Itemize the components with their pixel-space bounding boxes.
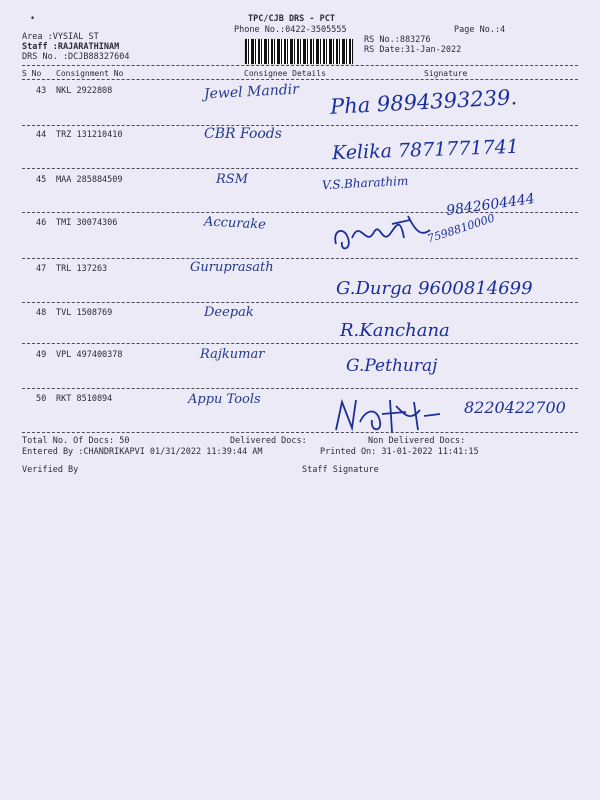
row-divider [22, 258, 578, 259]
col-signature: Signature [424, 69, 468, 78]
row-45-consignee: RSM [216, 172, 249, 187]
row-47-consignee: Guruprasath [190, 260, 274, 275]
row-46-signature: 9842604444 [445, 190, 536, 220]
row-50-signature: 8220422700 [464, 398, 566, 417]
total-docs: Total No. Of Docs: 50 [22, 436, 130, 446]
row-divider [22, 388, 578, 389]
row-50-consignment: RKT 8510894 [56, 394, 113, 404]
col-consignment: Consignment No [56, 69, 124, 78]
col-consignee: Consignee Details [244, 69, 326, 78]
row-44-sno: 44 [36, 130, 47, 140]
row-49-consignee: Rajkumar [200, 347, 265, 362]
row-49-sno: 49 [36, 350, 47, 360]
row-46-signature-note: 7598810000 [425, 211, 497, 246]
page-number: Page No.:4 [454, 25, 506, 35]
staff-signature-label: Staff Signature [302, 465, 379, 475]
col-sno: S No [22, 69, 42, 78]
scribble-signature-icon [330, 392, 450, 436]
row-50-sno: 50 [36, 394, 47, 404]
row-45-sno: 45 [36, 175, 47, 185]
row-44-consignment: TRZ 131210410 [56, 130, 123, 140]
non-delivered-docs: Non Delivered Docs: [368, 436, 466, 446]
row-50-consignee: Appu Tools [188, 392, 261, 407]
row-46-sno: 46 [36, 218, 47, 228]
entered-by: Entered By :CHANDRIKAPVI 01/31/2022 11:39:44 AM [22, 447, 263, 457]
row-divider [22, 343, 578, 344]
staff-label: Staff :RAJARATHINAM [22, 42, 120, 52]
row-divider [22, 302, 578, 303]
row-47-sno: 47 [36, 264, 47, 274]
rs-date: RS Date:31-Jan-2022 [364, 45, 462, 55]
row-divider [22, 125, 578, 126]
scribble-signature-icon [330, 208, 440, 256]
row-48-consignment: TVL 1508769 [56, 308, 113, 318]
row-45-consignment: MAA 285884509 [56, 175, 123, 185]
row-44-signature: Kelika 7871771741 [331, 135, 520, 165]
row-48-signature: R.Kanchana [340, 320, 450, 341]
row-49-signature: G.Pethuraj [346, 356, 438, 376]
row-43-sno: 43 [36, 86, 47, 96]
phone-number: Phone No.:0422-3505555 [234, 25, 347, 35]
row-43-consignment: NKL 2922808 [56, 86, 113, 96]
verified-by: Verified By [22, 465, 79, 475]
row-47-consignment: TRL 137263 [56, 264, 108, 274]
row-44-consignee: CBR Foods [204, 126, 282, 142]
area-label: Area :VYSIAL ST [22, 32, 99, 42]
row-47-signature: G.Durga 9600814699 [336, 278, 533, 299]
delivered-docs: Delivered Docs: [230, 436, 307, 446]
header-divider [22, 65, 578, 66]
row-49-consignment: VPL 497400378 [56, 350, 123, 360]
column-divider [22, 79, 578, 80]
row-43-consignee: Jewel Mandir [203, 81, 300, 103]
printed-on: Printed On: 31-01-2022 11:41:15 [320, 447, 479, 457]
header-mark: • [30, 14, 36, 24]
drs-number: DRS No. :DCJB88327604 [22, 52, 130, 62]
barcode-image [244, 38, 354, 65]
row-46-consignment: TMI 30074306 [56, 218, 118, 228]
row-43-signature: Pha 9894393239. [329, 85, 518, 119]
row-48-sno: 48 [36, 308, 47, 318]
document-title: TPC/CJB DRS - PCT [248, 14, 335, 24]
row-45-signature: V.S.Bharathim [321, 173, 409, 193]
row-48-consignee: Deepak [204, 305, 254, 320]
table-bottom-divider [22, 432, 578, 433]
rs-number: RS No.:883276 [364, 35, 431, 45]
row-divider [22, 168, 578, 169]
row-46-consignee: Accurake [203, 214, 267, 233]
